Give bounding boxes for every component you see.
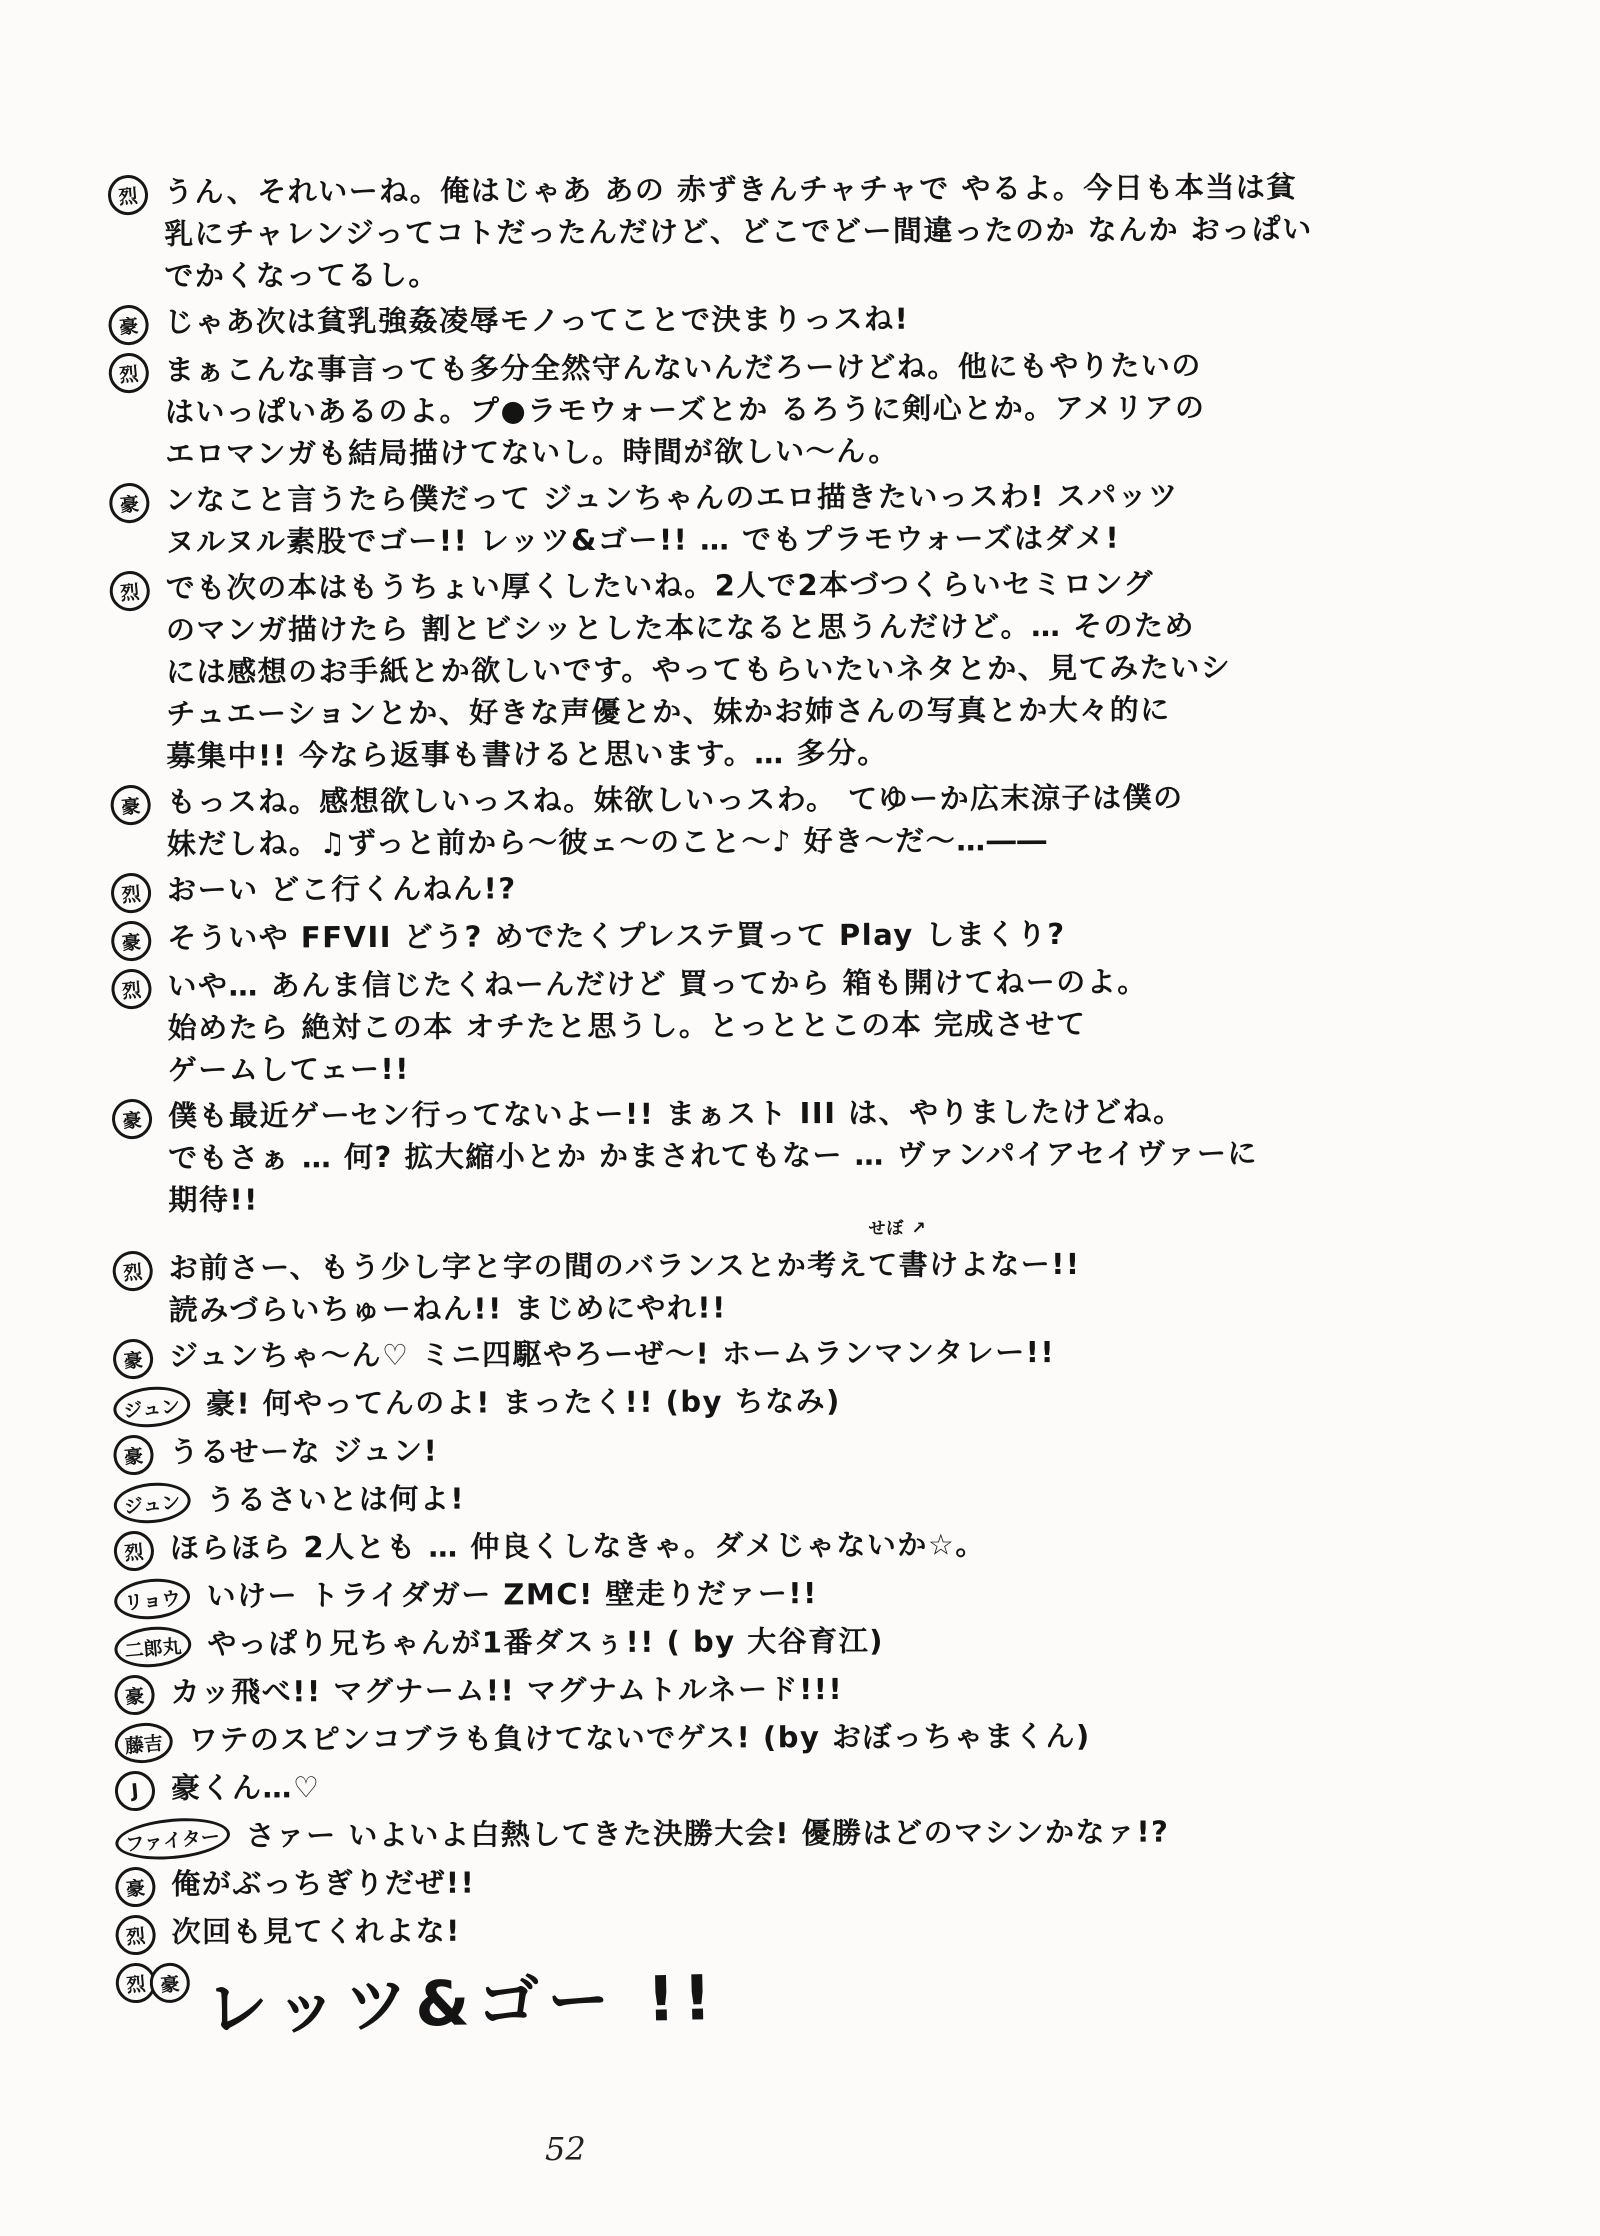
dialogue-line: のマンガ描けたら 割とビシッとした本になると思うんだけど。… そのため <box>165 608 1196 647</box>
dialogue-lines <box>206 1478 465 1521</box>
dialogue-line: うん、それいーね。俺はじゃあ あの 赤ずきんチャチャで やるよ。今日も本当は貧 <box>163 169 1297 209</box>
dialogue-list <box>108 165 1556 2049</box>
dialogue-entry <box>111 863 1551 913</box>
dialogue-line: 豪くん…♡ <box>170 1770 321 1805</box>
speaker-badges <box>113 1251 153 1291</box>
dialogue-line: 次回も見てくれよな! <box>171 1913 461 1949</box>
dialogue-line: ほらほら 2人とも … 仲良くしなきゃ。ダメじゃないか☆。 <box>169 1527 986 1565</box>
dialogue-lines <box>206 1380 841 1425</box>
speaker-badges <box>114 1483 191 1523</box>
speaker-badge: 二郎丸 <box>113 1624 193 1671</box>
speaker-badges <box>115 1723 173 1763</box>
dialogue-entry <box>111 911 1551 961</box>
dialogue-lines <box>165 344 1206 475</box>
dialogue-entry <box>113 1241 1553 1331</box>
speaker-badges <box>114 1531 154 1571</box>
dialogue-lines <box>172 1910 461 1953</box>
dialogue-line: そういや FFVII どう? めでたくプレステ買って Play しまくり? <box>167 916 1066 955</box>
dialogue-line: ジュンちゃ〜ん♡ ミニ四駆やろーぜ〜! ホームランマンタレー!! <box>169 1335 1056 1373</box>
dialogue-line: うるさいとは何よ! <box>206 1481 466 1517</box>
dialogue-line: ゲームしてェー!! <box>167 1051 410 1087</box>
speaker-badge: 豪 <box>112 1433 155 1476</box>
dialogue-entry <box>111 775 1551 865</box>
dialogue-lines <box>164 298 909 343</box>
speaker-badges <box>110 571 150 611</box>
dialogue-entry <box>111 959 1552 1091</box>
dialogue-lines <box>189 1715 1091 1761</box>
speaker-badge: 烈 <box>111 1249 154 1292</box>
dialogue-lines <box>206 1572 817 1617</box>
speaker-badge: 藤吉 <box>113 1720 174 1765</box>
dialogue-line: いけー トライダガー ZMC! 壁走りだァー!! <box>206 1576 818 1613</box>
dialogue-line: 僕も最近ゲーセン行ってないよー!! まぁスト III は、やりましたけどね。 <box>167 1094 1184 1133</box>
dialogue-entry <box>114 1665 1554 1715</box>
speaker-badges <box>113 1435 153 1475</box>
speaker-badges <box>111 921 151 961</box>
dialogue-lines <box>171 1766 321 1809</box>
dialogue-lines <box>171 1862 475 1905</box>
dialogue-line: うるせーな ジュン! <box>169 1433 439 1469</box>
dialogue-lines <box>170 1668 843 1713</box>
dialogue-line: には感想のお手紙とか欲しいです。やってもらいたいネタとか、見てみたいシ <box>166 650 1232 689</box>
speaker-badge: 烈 <box>109 871 152 914</box>
speaker-badge: 烈 <box>114 1913 157 1956</box>
dialogue-entry <box>113 1377 1553 1427</box>
speaker-badge: ジュン <box>112 1384 192 1431</box>
dialogue-line: じゃあ次は貧乳強姦凌辱モノってことで決まりっスね! <box>164 301 910 339</box>
dialogue-line: レッツ&ゴー !! <box>205 1961 721 2046</box>
speaker-badge: ジュン <box>112 1480 192 1527</box>
speaker-badge: 豪 <box>110 919 153 962</box>
speaker-badges <box>114 1675 154 1715</box>
page-number: 52 <box>545 2130 586 2168</box>
speaker-badge: 豪 <box>108 481 151 524</box>
dialogue-line: 読みづらいちゅーねん!! まじめにやれ!! <box>168 1290 727 1327</box>
dialogue-line: でもさぁ … 何? 拡大縮小とか かまされてもなー … ヴァンパイアセイヴァーに <box>168 1136 1259 1175</box>
dialogue-line: もっスね。感想欲しいっスね。妹欲しいっスわ。 てゆーか広末涼子は僕の <box>166 780 1184 819</box>
dialogue-entry <box>116 1953 1556 2045</box>
dialogue-line: まぁこんな事言っても多分全然守んないんだろーけどね。他にもやりたいの <box>164 348 1202 387</box>
dialogue-entry <box>108 165 1549 297</box>
dialogue-line: 始めたら 絶対この本 オチたと思うし。とっととこの本 完成させて <box>167 1006 1087 1045</box>
dialogue-lines <box>167 961 1148 1091</box>
dialogue-entry <box>114 1569 1554 1619</box>
speaker-badge: リョウ <box>112 1576 192 1623</box>
speaker-badges <box>116 1915 156 1955</box>
margin-note: せぼ ↗ <box>868 1218 927 1239</box>
dialogue-entry <box>115 1857 1555 1907</box>
speaker-badge: 豪 <box>107 303 150 346</box>
dialogue-lines <box>167 867 517 911</box>
dialogue-entry <box>112 1089 1553 1243</box>
speaker-badge: 豪 <box>111 1337 154 1380</box>
speaker-badge: 豪 <box>113 1673 156 1716</box>
dialogue-lines <box>166 562 1232 777</box>
dialogue-lines <box>167 776 1184 864</box>
dialogue-line: チュエーションとか、好きな声優とか、妹かお姉さんの写真とか大々的に <box>166 692 1171 731</box>
speaker-badges <box>111 969 151 1009</box>
dialogue-line: 豪! 何やってんのよ! まったく!! (by ちなみ) <box>205 1383 841 1421</box>
speaker-badge: 烈 <box>107 351 150 394</box>
speaker-badge: J <box>113 1769 156 1812</box>
dialogue-entry <box>113 1329 1553 1379</box>
dialogue-lines <box>169 1243 1081 1331</box>
speaker-badges <box>111 785 151 825</box>
dialogue-line: ヌルヌル素股でゴー!! レッツ&ゴー!! … でもプラモウォーズはダメ! <box>165 520 1121 559</box>
dialogue-lines <box>169 1331 1055 1377</box>
speaker-badges <box>115 1867 155 1907</box>
speaker-badges <box>113 1387 190 1427</box>
speaker-badges <box>114 1579 191 1619</box>
speaker-badge: 烈 <box>114 1961 157 2004</box>
speaker-badges <box>109 483 149 523</box>
dialogue-entry <box>113 1425 1553 1475</box>
dialogue-lines <box>165 474 1179 562</box>
dialogue-entry <box>114 1617 1554 1667</box>
dialogue-lines <box>246 1811 1170 1857</box>
dialogue-line: やっぱり兄ちゃんが1番ダスぅ!! ( by 大谷育江) <box>207 1623 885 1661</box>
speaker-badges <box>111 873 151 913</box>
dialogue-line: でも次の本はもうちょい厚くしたいね。2人で2本づつくらいセミロング <box>165 566 1155 605</box>
dialogue-line: エロマンガも結局描けてないし。時間が欲しい〜ん。 <box>165 433 899 471</box>
dialogue-entry <box>115 1809 1555 1859</box>
dialogue-entry <box>114 1521 1554 1571</box>
dialogue-line: 募集中!! 今なら返事も書けると思います。… 多分。 <box>166 735 888 773</box>
speaker-badge: 豪 <box>114 1865 157 1908</box>
dialogue-entry <box>116 1905 1556 1955</box>
dialogue-line: いや… あんま信じたくねーんだけど 買ってから 箱も開けてねーのよ。 <box>167 964 1148 1003</box>
dialogue-entry <box>110 561 1551 777</box>
dialogue-line: ワテのスピンコブラも負けてないでゲス! (by おぼっちゃまくん) <box>188 1718 1091 1757</box>
dialogue-lines <box>170 1523 986 1569</box>
dialogue-lines <box>207 1620 884 1665</box>
speaker-badges <box>112 1099 152 1139</box>
speaker-badges <box>115 1819 230 1859</box>
dialogue-entry <box>115 1761 1555 1811</box>
dialogue-entry <box>114 1473 1554 1523</box>
dialogue-line: ンなこと言うたら僕だって ジュンちゃんのエロ描きたいっスわ! スパッツ <box>165 478 1179 517</box>
dialogue-line: さァー いよいよ白熱してきた決勝大会! 優勝はどのマシンかなァ!? <box>245 1814 1170 1853</box>
speaker-badges <box>114 1627 191 1667</box>
speaker-badges <box>116 1963 190 2003</box>
speaker-badges <box>113 1339 153 1379</box>
speaker-badges <box>115 1771 155 1811</box>
speaker-badge: 烈 <box>108 569 151 612</box>
dialogue-line: お前さー、もう少し字と字の間のバランスとか考えて書けよなー!! <box>168 1246 1081 1285</box>
dialogue-lines <box>169 1430 438 1473</box>
dialogue-lines <box>168 1090 1258 1243</box>
dialogue-entry <box>108 295 1548 345</box>
dialogue-line: 妹だしね。♫ずっと前から〜彼ェ〜のこと〜♪ 好き〜だ〜…―― <box>166 823 1048 861</box>
speaker-badge: 豪 <box>109 783 152 826</box>
dialogue-line: はいっぱいあるのよ。プ●ラモウォーズとか るろうに剣心とか。アメリアの <box>164 390 1206 429</box>
dialogue-line: 期待!! <box>168 1182 259 1217</box>
speaker-badge: 豪 <box>148 1961 191 2004</box>
speaker-badge: 烈 <box>106 173 149 216</box>
dialogue-lines <box>205 1958 720 2049</box>
speaker-badges <box>109 353 149 393</box>
dialogue-line: 俺がぶっちぎりだぜ!! <box>171 1865 476 1901</box>
dialogue-lines <box>167 913 1066 959</box>
dialogue-line: でかくなってるし。 <box>164 257 439 293</box>
dialogue-line: おーい どこ行くんねん!? <box>166 871 517 907</box>
speaker-badge: 烈 <box>112 1529 155 1572</box>
speaker-badge: ファイター <box>114 1814 232 1864</box>
dialogue-entry <box>109 343 1550 475</box>
speaker-badge: 烈 <box>110 967 153 1010</box>
speaker-badges <box>108 175 148 215</box>
dialogue-entry <box>109 473 1549 563</box>
speaker-badges <box>108 305 148 345</box>
dialogue-line: 乳にチャレンジってコトだったんだけど、どこでどー間違ったのか なんか おっぱい <box>164 211 1313 251</box>
dialogue-line: カッ飛べ!! マグナーム!! マグナムトルネード!!! <box>170 1671 844 1709</box>
dialogue-entry <box>115 1713 1555 1763</box>
speaker-badge: 豪 <box>110 1097 153 1140</box>
dialogue-lines <box>164 166 1313 297</box>
